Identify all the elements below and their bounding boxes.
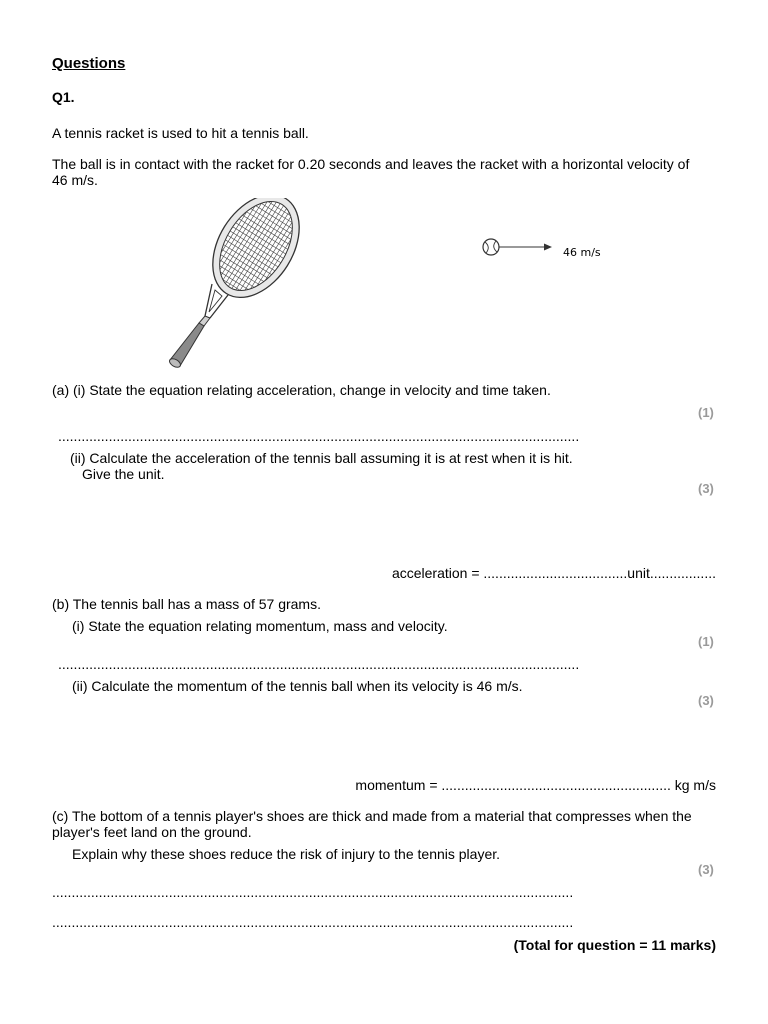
part-a-i-question: (a) (i) State the equation relating acceleration, change in velocity and time taken. bbox=[52, 382, 551, 398]
part-a-ii-question: (ii) Calculate the acceleration of the tennis ball assuming it is at rest when it is hit. bbox=[70, 450, 573, 466]
part-c-instruction: Explain why these shoes reduce the risk of injury to the tennis player. bbox=[72, 846, 501, 862]
page-title: Questions bbox=[52, 55, 126, 72]
momentum-answer-line[interactable]: momentum = ........................................................... kg m/s bbox=[355, 777, 716, 793]
part-b-intro: (b) The tennis ball has a mass of 57 grams. bbox=[52, 596, 321, 612]
part-c-question-line-1: (c) The bottom of a tennis player's shoes are thick and made from a material that compresses when the bbox=[52, 808, 692, 824]
part-b-i-marks: (1) bbox=[698, 634, 714, 649]
part-b-i-answer-line[interactable]: ...................................................................................................................................... bbox=[58, 656, 580, 672]
question-number: Q1. bbox=[52, 89, 75, 105]
tennis-racket-figure bbox=[160, 198, 310, 373]
part-b-ii-question: (ii) Calculate the momentum of the tennis ball when its velocity is 46 m/s. bbox=[72, 678, 523, 694]
part-c-answer-line-1[interactable]: ...................................................................................................................................... bbox=[52, 884, 574, 900]
intro-line-2a: The ball is in contact with the racket for 0.20 seconds and leaves the racket with a horizontal velocity of bbox=[52, 156, 690, 172]
acceleration-answer-line[interactable]: acceleration = .....................................unit................. bbox=[391, 565, 716, 581]
part-c-marks: (3) bbox=[698, 862, 714, 877]
part-a-i-marks: (1) bbox=[698, 405, 714, 420]
part-a-ii-marks: (3) bbox=[698, 481, 714, 496]
part-b-i-question: (i) State the equation relating momentum, mass and velocity. bbox=[72, 618, 448, 634]
part-a-ii-question-unit: Give the unit. bbox=[82, 466, 165, 482]
part-c-question-line-2: player's feet land on the ground. bbox=[52, 824, 252, 840]
total-marks: (Total for question = 11 marks) bbox=[513, 937, 716, 953]
part-a-i-answer-line[interactable]: ...................................................................................................................................... bbox=[58, 428, 580, 444]
tennis-ball-figure bbox=[480, 236, 560, 260]
intro-line-1: A tennis racket is used to hit a tennis ball. bbox=[52, 125, 309, 141]
intro-line-2b: 46 m/s. bbox=[52, 172, 98, 188]
part-b-ii-marks: (3) bbox=[698, 693, 714, 708]
part-c-answer-line-2[interactable]: ...................................................................................................................................... bbox=[52, 914, 574, 930]
velocity-label: 46 m/s bbox=[563, 246, 601, 259]
